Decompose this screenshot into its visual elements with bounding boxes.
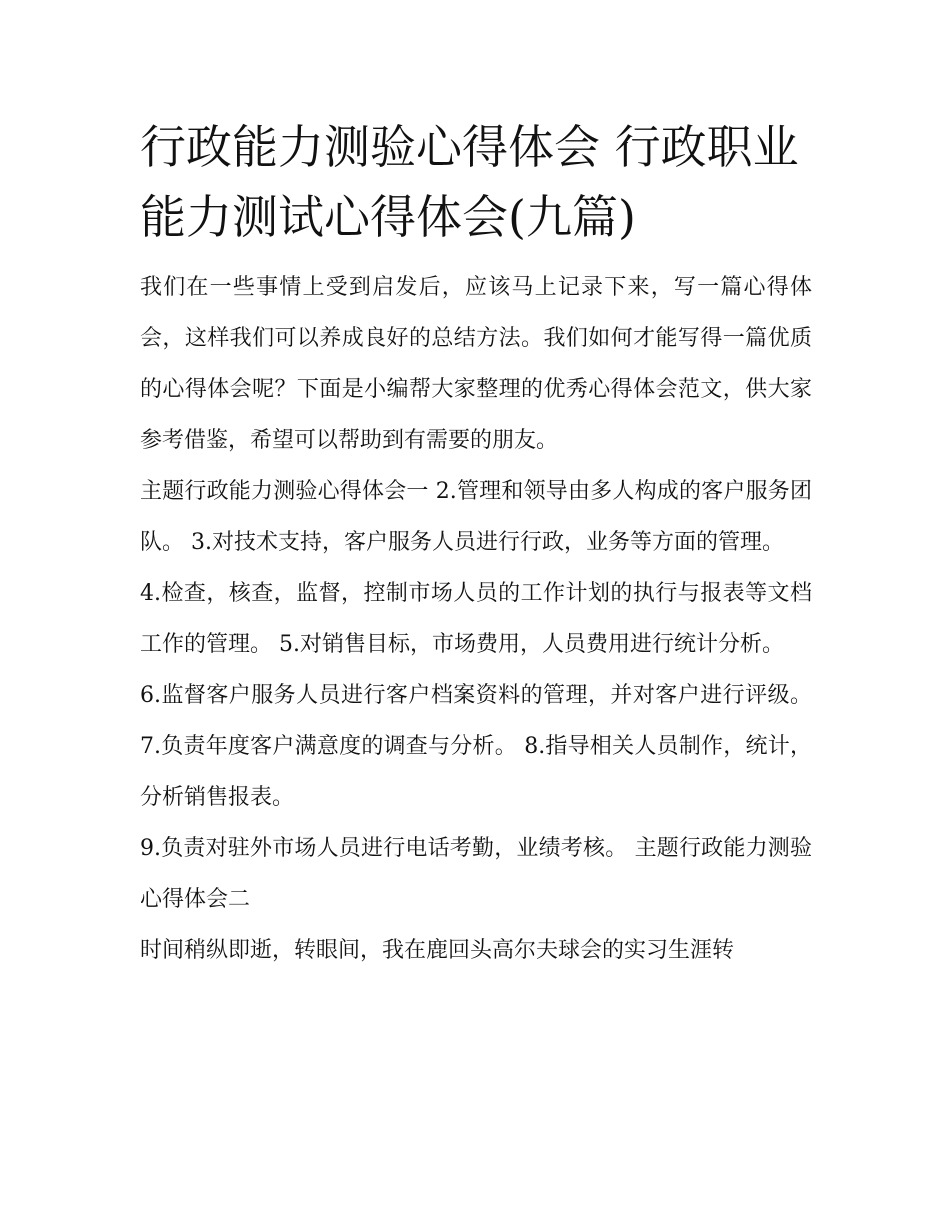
document-content — [140, 112, 812, 976]
paragraph-item-9: 9.负责对驻外市场人员进行电话考勤，业绩考核。 主题行政能力测验心得体会二 — [140, 836, 812, 912]
paragraph-topic-two: 时间稍纵即逝，转眼间，我在鹿回头高尔夫球会的实习生涯转 — [140, 938, 735, 963]
paragraph-item-4-5: 4.检查，核查，监督，控制市场人员的工作计划的执行与报表等文档工作的管理。 5.对销售目标，市场费用，人员费用进行统计分析。 — [140, 581, 812, 657]
paragraph-item-6-8: 6.监督客户服务人员进行客户档案资料的管理，并对客户进行评级。 7.负责年度客户满意度的调查与分析。 8.指导相关人员制作，统计，分析销售报表。 — [140, 683, 812, 810]
paragraph-intro: 我们在一些事情上受到启发后，应该马上记录下来，写一篇心得体会，这样我们可以养成良好的总结方法。我们如何才能写得一篇优质的心得体会呢？下面是小编帮大家整理的优秀心得体会范文，供大家参考借鉴，希望可以帮助到有需要的朋友。 — [140, 275, 812, 453]
document-title: 行政能力测验心得体会 行政职业能力测试心得体会(九篇) — [140, 120, 799, 244]
paragraph-topic-one: 主题行政能力测验心得体会一 2.管理和领导由多人构成的客户服务团队。 3.对技术支持，客户服务人员进行行政，业务等方面的管理。 — [140, 479, 812, 555]
